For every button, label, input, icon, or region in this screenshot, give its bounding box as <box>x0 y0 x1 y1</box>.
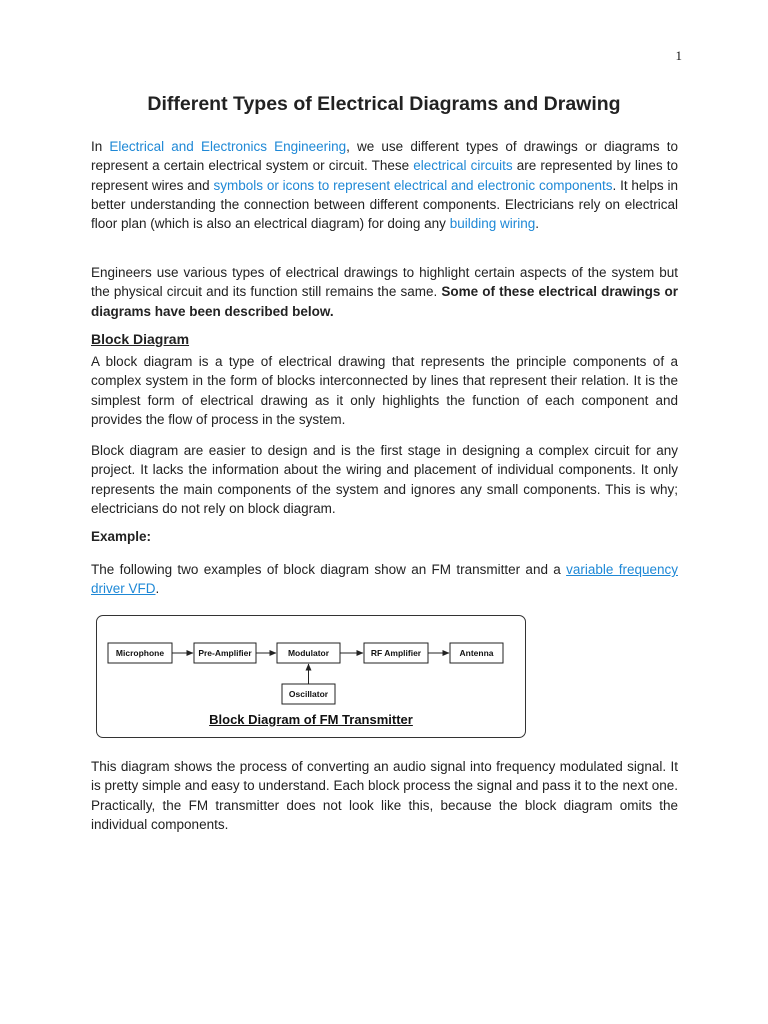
intro-text-3: are represented by lines to represent wires and <box>91 158 679 193</box>
page-number: 1 <box>675 48 682 63</box>
example-text-2: . <box>155 581 160 597</box>
link-electrical-engineering[interactable]: Electrical and Electronics Engineering <box>109 139 347 154</box>
block-label-microphone: Microphone <box>115 648 165 658</box>
intro-text-2: , we use different types of drawings or diagrams to represent a certain electrical system or circuit. These <box>91 139 678 174</box>
block-diagram-paragraph-2: Block diagram are easier to design and is the first stage in designing a complex circuit for any project. It lacks the information about the wiring and placement of individual components. It only represents the main components of the system and ignores any small components. This is why; electricians do not rely on block diagram. <box>91 443 678 516</box>
intro-paragraph <box>91 137 678 233</box>
figure-caption: Block Diagram of FM Transmitter <box>209 712 413 727</box>
block-microphone <box>108 643 172 663</box>
block-diagram-paragraph-1: A block diagram is a type of electrical drawing that represents the principle components of a complex system in the form of blocks interconnected by lines that represent their relation. It is the simplest form of electrical drawing as it only highlights the function of each component and provides the flow of process in the system. <box>91 354 678 427</box>
document-title: Different Types of Electrical Diagrams and Drawing <box>147 93 621 115</box>
example-paragraph <box>91 560 678 599</box>
block-label-pre-amplifier: Pre-Amplifier <box>198 648 252 658</box>
link-symbols-icons[interactable]: symbols or icons to represent electrical and electronic components <box>213 177 613 193</box>
fm-transmitter-figure <box>96 615 526 738</box>
block-diagram-heading: Block Diagram <box>91 331 190 347</box>
link-electrical-circuits[interactable]: electrical circuits <box>413 158 513 174</box>
engineers-paragraph <box>91 263 678 321</box>
engineers-bold-text: Some of these electrical drawings or diagrams have been described below. <box>91 284 678 319</box>
intro-text-5: . <box>535 216 540 232</box>
block-antenna <box>450 643 503 663</box>
intro-text-1: In <box>91 139 110 154</box>
block-label-oscillator: Oscillator <box>288 689 329 699</box>
example-label: Example: <box>91 529 152 544</box>
block-label-antenna: Antenna <box>459 648 494 658</box>
example-text-1: The following two examples of block diagram show an FM transmitter and a <box>91 562 567 577</box>
block-rf-amplifier <box>364 643 428 663</box>
engineers-text: Engineers use various types of electrical drawings to highlight certain aspects of the system but the physical circuit and its function still remains the same. <box>91 265 678 300</box>
intro-text-4: . It helps in better understanding the connection between different components. Electricians rely on electrical floor plan (which is also an electrical diagram) for doing any <box>91 177 678 232</box>
closing-paragraph: This diagram shows the process of converting an audio signal into frequency modulated signal. It is pretty simple and easy to understand. Each block process the signal and pass it to the next one. Practically, the FM transmitter does not look like this, because the block diagram omits the individual components. <box>91 759 678 832</box>
block-label-modulator: Modulator <box>287 648 330 658</box>
block-label-rf-amplifier: RF Amplifier <box>370 648 422 658</box>
block-pre-amplifier <box>194 643 256 663</box>
link-building-wiring[interactable]: building wiring <box>449 216 536 232</box>
block-modulator <box>277 643 340 663</box>
link-vfd[interactable]: variable frequency driver VFD <box>91 562 678 597</box>
block-oscillator <box>282 684 335 704</box>
